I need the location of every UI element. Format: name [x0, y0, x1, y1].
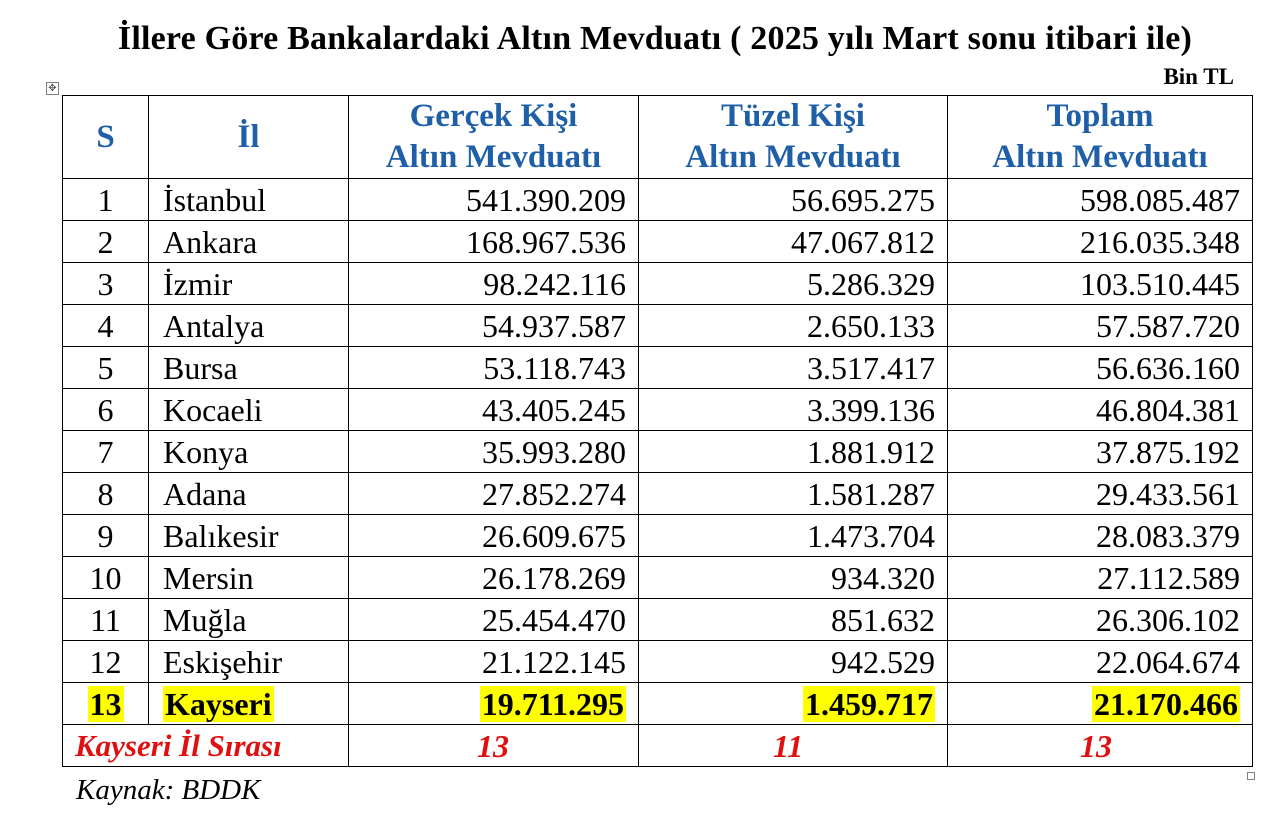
cell-il: [149, 683, 349, 725]
header-toplam-line2: Altın Mevduatı: [992, 139, 1208, 175]
cell-tuzel: 851.632: [639, 599, 948, 641]
header-row: [63, 96, 1253, 179]
cell-gercek: 21.122.145: [349, 641, 639, 683]
unit-label: Bin TL: [1163, 64, 1234, 89]
cell-tuzel: 1.881.912: [639, 431, 948, 473]
cell-s: 9: [63, 515, 149, 557]
rank-gercek: 13: [349, 725, 639, 767]
highlighted-gercek: 19.711.295: [481, 685, 624, 722]
cell-s: 10: [63, 557, 149, 599]
cell-tuzel: 56.695.275: [639, 179, 948, 221]
cell-il: Bursa: [149, 347, 349, 389]
cell-tuzel: 3.399.136: [639, 389, 948, 431]
table-row: [63, 599, 1253, 641]
cell-toplam: 27.112.589: [948, 557, 1253, 599]
cell-il: Konya: [149, 431, 349, 473]
cell-toplam: [948, 683, 1253, 725]
cell-il: Kocaeli: [149, 389, 349, 431]
cell-tuzel: 3.517.417: [639, 347, 948, 389]
cell-toplam: 22.064.674: [948, 641, 1253, 683]
highlighted-s: 13: [89, 685, 122, 722]
table-row: [63, 305, 1253, 347]
cell-s: 7: [63, 431, 149, 473]
table-row: [63, 557, 1253, 599]
cell-il: Balıkesir: [149, 515, 349, 557]
header-tuzel-line2: Altın Mevduatı: [685, 139, 901, 175]
cell-gercek: 43.405.245: [349, 389, 639, 431]
cell-tuzel: 934.320: [639, 557, 948, 599]
table-row: [63, 347, 1253, 389]
cell-s: 3: [63, 263, 149, 305]
cell-toplam: 37.875.192: [948, 431, 1253, 473]
table-row: [63, 473, 1253, 515]
cell-toplam: 46.804.381: [948, 389, 1253, 431]
cell-gercek: 25.454.470: [349, 599, 639, 641]
highlighted-il: Kayseri: [165, 685, 272, 722]
header-tuzel-line1: Tüzel Kişi: [721, 98, 865, 134]
table-row: [63, 389, 1253, 431]
cell-tuzel: 1.581.287: [639, 473, 948, 515]
cell-s: 8: [63, 473, 149, 515]
table-row: [63, 515, 1253, 557]
cell-toplam: 28.083.379: [948, 515, 1253, 557]
gold-deposits-table: [62, 95, 1253, 767]
cell-toplam: 103.510.445: [948, 263, 1253, 305]
header-gercek-line2: Altın Mevduatı: [385, 139, 602, 175]
header-toplam-line1: Toplam: [1046, 98, 1154, 134]
cell-tuzel: 47.067.812: [639, 221, 948, 263]
cell-toplam: 26.306.102: [948, 599, 1253, 641]
cell-gercek: 26.609.675: [349, 515, 639, 557]
cell-gercek: 26.178.269: [349, 557, 639, 599]
header-il: İl: [149, 96, 349, 179]
cell-il: Muğla: [149, 599, 349, 641]
cell-gercek: 35.993.280: [349, 431, 639, 473]
cell-il: Eskişehir: [149, 641, 349, 683]
table-resize-handle[interactable]: [1247, 772, 1255, 780]
cell-toplam: 57.587.720: [948, 305, 1253, 347]
cell-s: 12: [63, 641, 149, 683]
cell-s: 5: [63, 347, 149, 389]
cell-s: [63, 683, 149, 725]
cell-tuzel: 942.529: [639, 641, 948, 683]
rank-row: [63, 725, 1253, 767]
cell-tuzel: 5.286.329: [639, 263, 948, 305]
cell-toplam: 216.035.348: [948, 221, 1253, 263]
cell-il: Mersin: [149, 557, 349, 599]
cell-il: Antalya: [149, 305, 349, 347]
highlighted-toplam: 21.170.466: [1094, 685, 1238, 722]
header-gercek: [349, 96, 639, 179]
cell-s: 1: [63, 179, 149, 221]
cell-gercek: 53.118.743: [349, 347, 639, 389]
rank-toplam: 13: [948, 725, 1253, 767]
cell-toplam: 56.636.160: [948, 347, 1253, 389]
header-gercek-line1: Gerçek Kişi: [409, 98, 578, 134]
cell-gercek: 541.390.209: [349, 179, 639, 221]
cell-gercek: 168.967.536: [349, 221, 639, 263]
table-row: [63, 641, 1253, 683]
cell-toplam: 598.085.487: [948, 179, 1253, 221]
cell-s: 6: [63, 389, 149, 431]
source-note: Kaynak: BDDK: [76, 774, 261, 806]
table-row: [63, 179, 1253, 221]
table-row: [63, 431, 1253, 473]
header-s: S: [63, 96, 149, 179]
cell-s: 11: [63, 599, 149, 641]
table-row-kayseri: [63, 683, 1253, 725]
page-title: İllere Göre Bankalardaki Altın Mevduatı ( 2025 yılı Mart sonu itibari ile): [117, 20, 1193, 57]
rank-tuzel: 11: [639, 725, 948, 767]
cell-il: Ankara: [149, 221, 349, 263]
table-row: [63, 221, 1253, 263]
cell-il: İzmir: [149, 263, 349, 305]
cell-tuzel: [639, 683, 948, 725]
cell-gercek: 54.937.587: [349, 305, 639, 347]
table-row: [63, 263, 1253, 305]
header-tuzel: [639, 96, 948, 179]
cell-gercek: [349, 683, 639, 725]
cell-s: 4: [63, 305, 149, 347]
cell-il: Adana: [149, 473, 349, 515]
header-toplam: [948, 96, 1253, 179]
cell-s: 2: [63, 221, 149, 263]
rank-label: Kayseri İl Sırası: [63, 725, 349, 767]
cell-toplam: 29.433.561: [948, 473, 1253, 515]
cell-tuzel: 2.650.133: [639, 305, 948, 347]
cell-il: İstanbul: [149, 179, 349, 221]
table-move-handle-icon[interactable]: ✥: [46, 82, 59, 95]
highlighted-tuzel: 1.459.717: [805, 685, 933, 722]
cell-tuzel: 1.473.704: [639, 515, 948, 557]
cell-gercek: 27.852.274: [349, 473, 639, 515]
cell-gercek: 98.242.116: [349, 263, 639, 305]
